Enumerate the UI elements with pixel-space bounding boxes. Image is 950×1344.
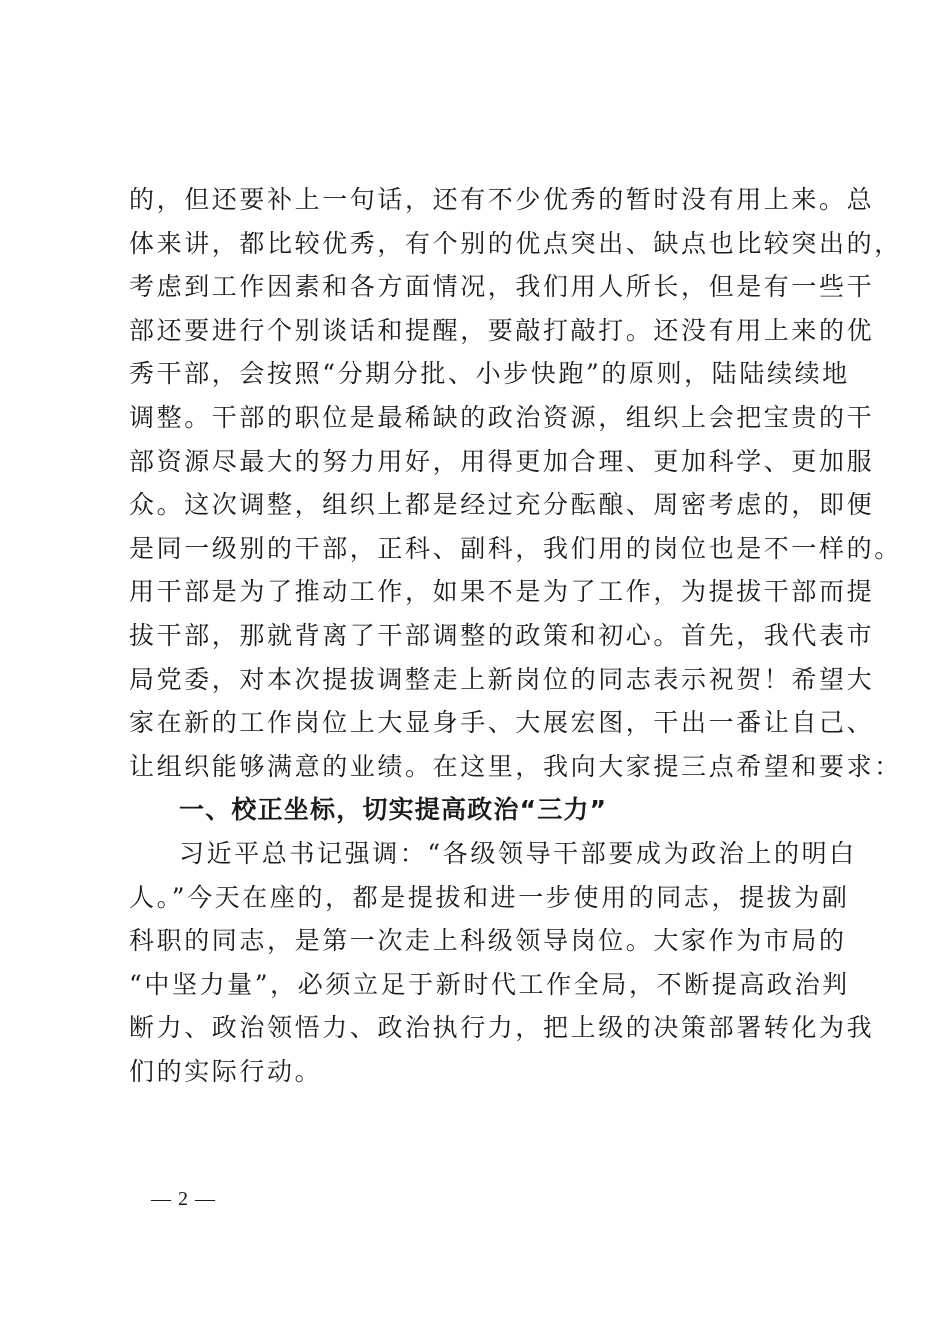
paragraph-line: 考虑到工作因素和各方面情况，我们用人所长，但是有一些干 — [129, 272, 875, 302]
paragraph-line: 部还要进行个别谈话和提醒，要敲打敲打。还没有用上来的优 — [129, 315, 875, 345]
document-body — [129, 178, 902, 1093]
paragraph-line: 拔干部，那就背离了干部调整的政策和初心。首先，我代表市 — [129, 620, 875, 650]
paragraph-line: 习近平总书记强调：“各级领导干部要成为政治上的明白 — [179, 838, 857, 868]
section-heading: 一、校正坐标，切实提高政治“三力” — [179, 795, 608, 825]
paragraph-line: 用干部是为了推动工作，如果不是为了工作，为提拔干部而提 — [129, 577, 875, 607]
paragraph-line: 们的实际行动。 — [129, 1056, 323, 1086]
paragraph-line: 是同一级别的干部，正科、副科，我们用的岗位也是不一样的。 — [129, 533, 902, 563]
paragraph-line: 科职的同志，是第一次走上科级领导岗位。大家作为市局的 — [129, 926, 847, 956]
paragraph-line: 调整。干部的职位是最稀缺的政治资源，组织上会把宝贵的干 — [129, 402, 875, 432]
paragraph-line: 家在新的工作岗位上大显身手、大展宏图，干出一番让自己、 — [129, 708, 875, 738]
paragraph-line: 秀干部，会按照“分期分批、小步快跑”的原则，陆陆续续地 — [129, 359, 850, 389]
paragraph-line: “中坚力量”，必须立足于新时代工作全局，不断提高政治判 — [129, 969, 850, 999]
paragraph-line: 人。”今天在座的，都是提拔和进一步使用的同志，提拔为副 — [129, 882, 850, 912]
page-number: — 2 — — [151, 1188, 216, 1210]
paragraph-line: 断力、政治领悟力、政治执行力，把上级的决策部署转化为我 — [129, 1013, 875, 1043]
paragraph-line: 体来讲，都比较优秀，有个别的优点突出、缺点也比较突出的， — [129, 228, 902, 258]
paragraph-line: 的，但还要补上一句话，还有不少优秀的暂时没有用上来。总 — [129, 185, 875, 214]
paragraph-line: 部资源尽最大的努力用好，用得更加合理、更加科学、更加服 — [129, 446, 875, 476]
paragraph-line: 众。这次调整，组织上都是经过充分酝酿、周密考虑的，即便 — [129, 490, 875, 520]
paragraph-line: 局党委，对本次提拔调整走上新岗位的同志表示祝贺！希望大 — [129, 664, 875, 694]
paragraph-line: 让组织能够满意的业绩。在这里，我向大家提三点希望和要求： — [129, 751, 902, 781]
